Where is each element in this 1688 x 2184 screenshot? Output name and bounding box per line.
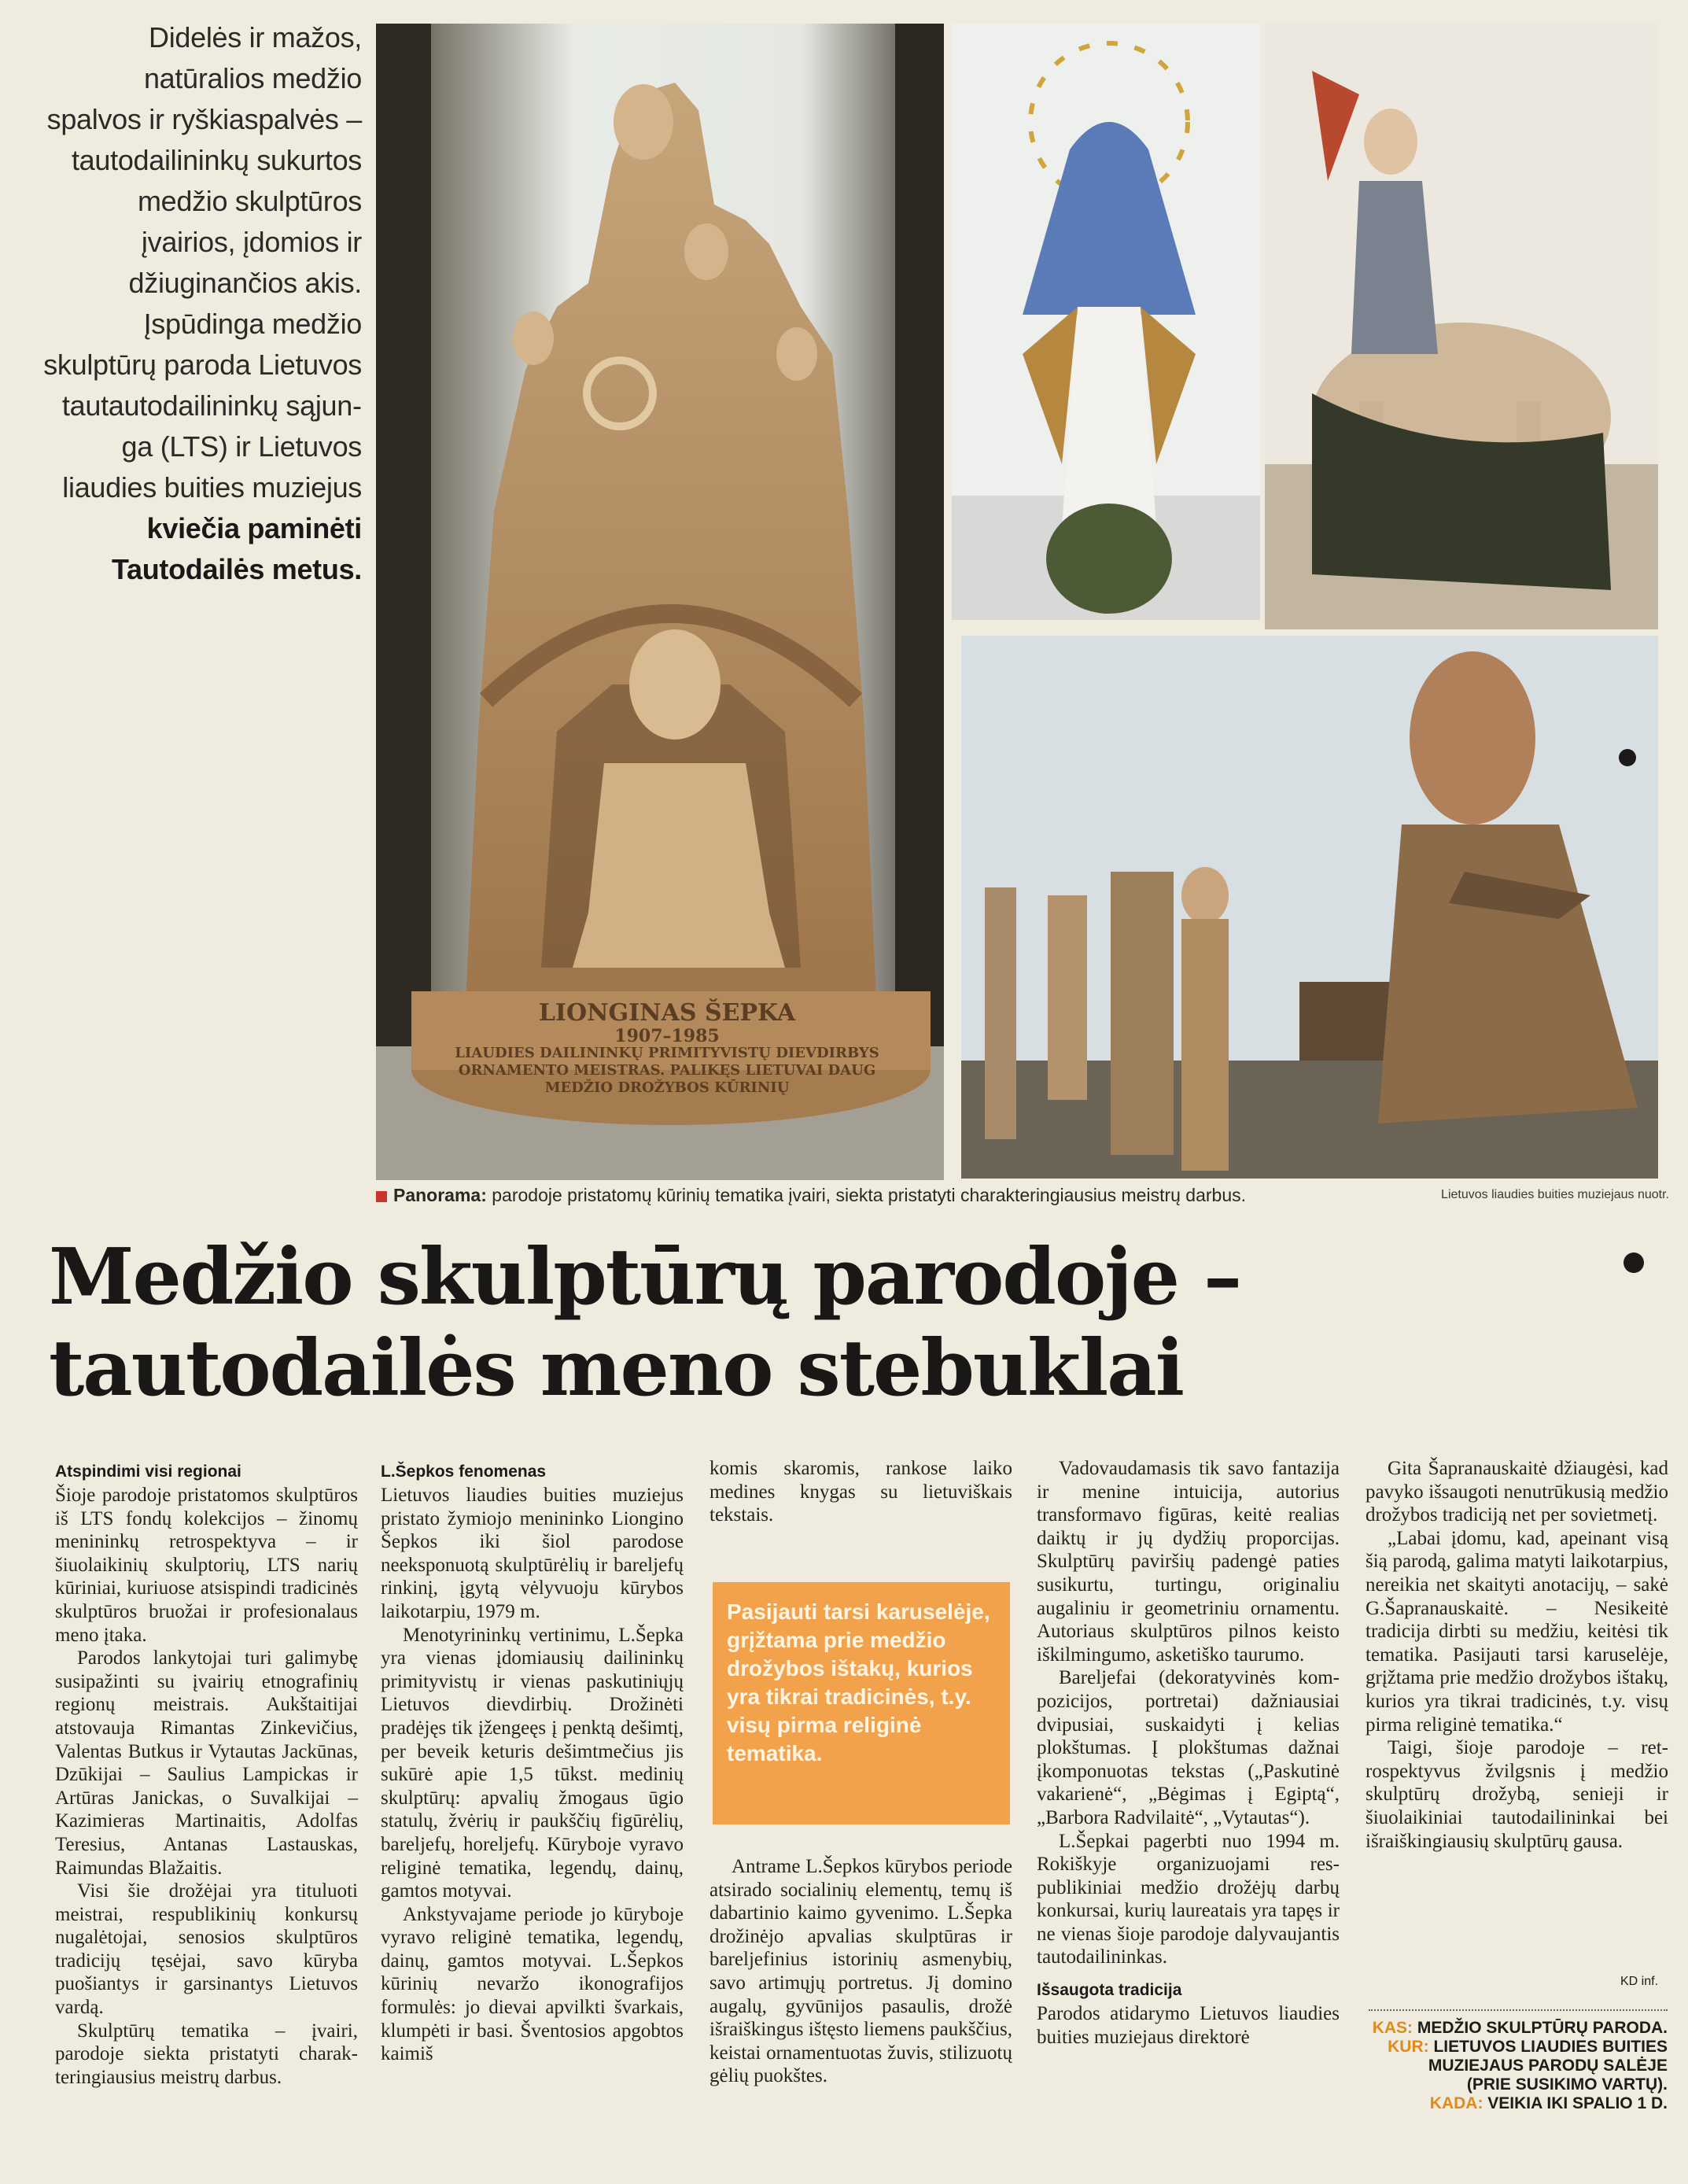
column-4: [1037, 1457, 1340, 2049]
caption-label: Panorama:: [393, 1185, 487, 1205]
info-what-value: MEDŽIO SKULPTŪRŲ PARODA.: [1413, 2019, 1668, 2037]
intro-body: Didelės ir mažos, natūralios medžio spalvos ir ryškiaspalvės – tautodailininkų sukurtos medžio skulptūros įvairios, įdomios ir džiuginančios akis. Įspūdinga medžio skulptūrų paroda Lietuvos tautautodailininkų sąjunga (LTS) ir Lietuvos liaudies buities muziejus: [43, 21, 362, 504]
info-when-label: KADA:: [1429, 2094, 1483, 2112]
caption-marker: [376, 1191, 387, 1202]
punch-hole: [1619, 749, 1636, 766]
info-where-2: MUZIEJAUS PARODŲ SALĖJE: [1428, 2057, 1668, 2075]
intro-text: [43, 17, 362, 590]
paragraph: Skulptūrų tematika – įvairi, parodoje siekta pristatyti charakteringiausius meistrų darbus.: [55, 2020, 358, 2088]
subheading-sepka: L.Šepkos fenomenas: [381, 1463, 547, 1481]
inscription-line: 1907–1985: [614, 1026, 720, 1046]
pull-quote-text: Pasijauti tarsi karuselėje, grįžtama prie medžio drožybos ištakų, kurios yra tikrai tradicinės, t.y. visų pirma religinė tematika.: [727, 1599, 990, 1765]
paragraph: „Labai įdomu, kad, apeinant visą šią parodą, galima matyti laikotarpius, nereikia net skaityti anotacijų, – sakė G.Šapranauskaitė. – Nesikeitė tradicija dirbti su medžiu, keitėsi tik tematika. Pasijauti tarsi karuselėje, grįžtama prie medžio drožybos ištakų, kurios yra tikrai tradicinės, t.y. visų pirma religinė tematika.“: [1366, 1527, 1668, 1736]
paragraph: Menotyrininkų vertinimu, L.Šepka yra vienas įdomiausių dailininkų primityvistų ir vienas paskutiniųjų Lietuvos dievdirbių. Drožinėti pradėjęs tik įžengeęs į penktą dešimtį, per beveik keturis dešimtmečius jis sukūrė apie 1,5 tūkst. medinių skulptūrų: apvalių žmogaus ūgio statulų, žvėrių ir paukščių figūrėlių, bareljefų, horeljefų. Kūryboje vyravo religinė tematika, legendų, dainų, gamtos motyvai.: [381, 1624, 684, 1902]
paragraph: Vadovaudamasis tik savo fantazija ir menine intuicija, autorius transformavo figūras, keitė realias daiktų ir jų dydžių proporcijas. Skulptūrų paviršių padengė paties susikurtu, turtingu, originaliu augaliniu ir geometriniu ornamentu. Autoriaus skulptūros pilnos keisto iškilmingumo, asketiško taurumo.: [1037, 1458, 1340, 1666]
info-what: [1369, 2019, 1668, 2038]
paragraph: Visi šie drožėjai yra tituluoti meistrai, respublikinių konkursų nugalėtojai, senosios skulptūros tradicijų tęsėjai, savo kūryba puošiantys ir garsinantys Lietuvos vardą.: [55, 1880, 358, 2019]
info-where-value: LIETUVOS LIAUDIES BUITIES: [1428, 2038, 1668, 2056]
punch-hole: [1624, 1252, 1644, 1273]
paragraph: Šioje parodoje pristatomos skulptūros iš LTS fondų kolekcijos – žinomų menininkų retrospektyva – ir šiuolaikinių skulptorių, LTS narių kūriniai, kuriuose atsispindi tradicinės skulptūros bruožai ir profesionalaus meno įtaka.: [55, 1485, 358, 1646]
paragraph: Ankstyvajame periode jo kūryboje vyravo religinė tematika, legendų, dainų, gamtos motyvai. L.Šepkos kūrinių nevaržo ikonografijos formulės: jo dievai apvilkti švarkais, klumpėti ir basi. Šventosios apgobtos kaimiš: [381, 1903, 684, 2065]
info-when: [1369, 2094, 1668, 2113]
column-2: [381, 1462, 684, 2066]
inscription-line: LIONGINAS ŠEPKA: [538, 999, 796, 1027]
info-divider: [1369, 2009, 1668, 2011]
photo-exhibition-hall: [961, 636, 1658, 1179]
column-3: [709, 1457, 1012, 1527]
photo-sepka-sculpture: [376, 24, 944, 1180]
info-where: [1369, 2038, 1668, 2057]
column-3-lower: [709, 1855, 1012, 2088]
headline-line-1: Medžio skulptūrų parodoje –: [49, 1232, 1241, 1323]
paragraph: Gita Šapranauskaitė džiaugėsi, kad pavyko išsaugoti nenutrūkusią medžio drožybos tradiciją net per sovietmetį.: [1366, 1458, 1668, 1526]
photo-credit: Lietuvos liaudies buities muziejaus nuotr.: [1441, 1188, 1669, 1201]
headline: [49, 1232, 1669, 1415]
photo-madonna: [952, 24, 1260, 620]
paragraph: Parodos lankytojai turi galimybę susipažinti su įvairių etnografinių regionų meistrais. Aukštaitijai atstovauja Rimantas Zinkevičius, Valentas Butkus ir Vytautas Jackūnas, Dzūkijai – Saulius Lampickas ir Artūras Janickas, o Suvalkijai – Kazimieras Martinaitis, Adolfas Teresius, Antanas Lastauskas, Raimundas Blažaitis.: [55, 1647, 358, 1879]
info-when-value: VEIKIA IKI SPALIO 1 D.: [1483, 2094, 1668, 2112]
intro-bold: kviečia paminėti Tautodailės metus.: [111, 512, 362, 585]
headline-line-2: tautodailės meno stebuklai: [49, 1323, 1183, 1414]
article-credit: KD inf.: [1620, 1975, 1659, 1988]
column-5: [1366, 1457, 1668, 1853]
info-where-3: (PRIE SUSIKIMO VARTŲ).: [1466, 2075, 1668, 2094]
inscription-line: MEDŽIO DROŽYBOS KŪRINIŲ: [544, 1079, 790, 1096]
paragraph: L.Šepkai pagerbti nuo 1994 m. Rokiškyje organizuojami respublikiniai medžio drožėjų darbų konkursai, kurių laureatais yra tapęs ir ne vienas šioje parodoje dalyvaujantis tautodailininkas.: [1037, 1830, 1340, 1968]
st-george-graphic: [1265, 24, 1658, 629]
subheading-regions: Atspindimi visi regionai: [55, 1463, 241, 1481]
caption-text: parodoje pristatomų kūrinių tematika įvairi, siekta pristatyti charakteringiausius meistrų darbus.: [486, 1185, 1247, 1205]
pull-quote: [713, 1582, 1010, 1824]
paragraph: Bareljefai (dekoratyvinės kompozicijos, portretai) dažniausiai dvipusiai, suskaidyti į kelias plokštumas. Į plokštumas dažnai įkomponuotas tekstas („Paskutinė vakarienė“, „Bėgimas į Egiptą“, „Barbora Radvilaitė“, „Vytautas“).: [1037, 1667, 1340, 1828]
paragraph: Lietuvos liaudies buities muziejus pristato žymiojo menininko Liongino Šepkos iki šiol parodose neeksponuotą skulptūrėlių ir bareljefų rinkinį, įgytą vėlyvuoju kūrybos laikotarpiu, 1979 m.: [381, 1485, 684, 1622]
inscription-line: LIAUDIES DAILININKŲ PRIMITYVISTŲ DIEVDIRBYS: [455, 1045, 879, 1061]
paragraph: Antrame L.Šepkos kūrybos periode atsirado socialinių elementų, temų iš dabartinio kaimo gyvenimo. L.Šepka drožinėjo apvalias skulptūras ir bareljefinius istorinių asmenybių, savo artimųjų portretus. Jį domino augalų, gyvūnijos pasaulis, drožė išraiškingus ištęsto liemens paukščius, keistai ornamentuotas žuvis, stilizuotų gėlių puokštes.: [709, 1856, 1012, 2087]
event-info: [1369, 2019, 1668, 2113]
paragraph: Parodos atidarymo Lietuvos liaudies buities muziejaus direktorė: [1037, 2003, 1340, 2048]
info-what-label: KAS:: [1372, 2019, 1413, 2037]
photo-st-george: [1265, 24, 1658, 629]
inscription-line: ORNAMENTO MEISTRAS. PALIKĘS LIETUVAI DAUG: [458, 1062, 876, 1079]
madonna-graphic: [952, 24, 1260, 620]
hall-graphic: [961, 636, 1658, 1179]
column-1: [55, 1462, 358, 2089]
paragraph: Taigi, šioje parodoje – retrospektyvus žvilgsnis į medžio skulptūrų drožybą, senieji ir šiuolaikiniai tautodailininkai bei išraiškingiausių skulptūrų gausa.: [1366, 1737, 1668, 1852]
subheading-tradition: Išsaugota tradicija: [1037, 1981, 1182, 2000]
sculpture-inscription: [447, 999, 887, 1097]
paragraph: komis skaromis, rankose laiko medines knygas su lietuviškais tekstais.: [709, 1458, 1012, 1526]
info-where-label: KUR:: [1388, 2038, 1429, 2056]
